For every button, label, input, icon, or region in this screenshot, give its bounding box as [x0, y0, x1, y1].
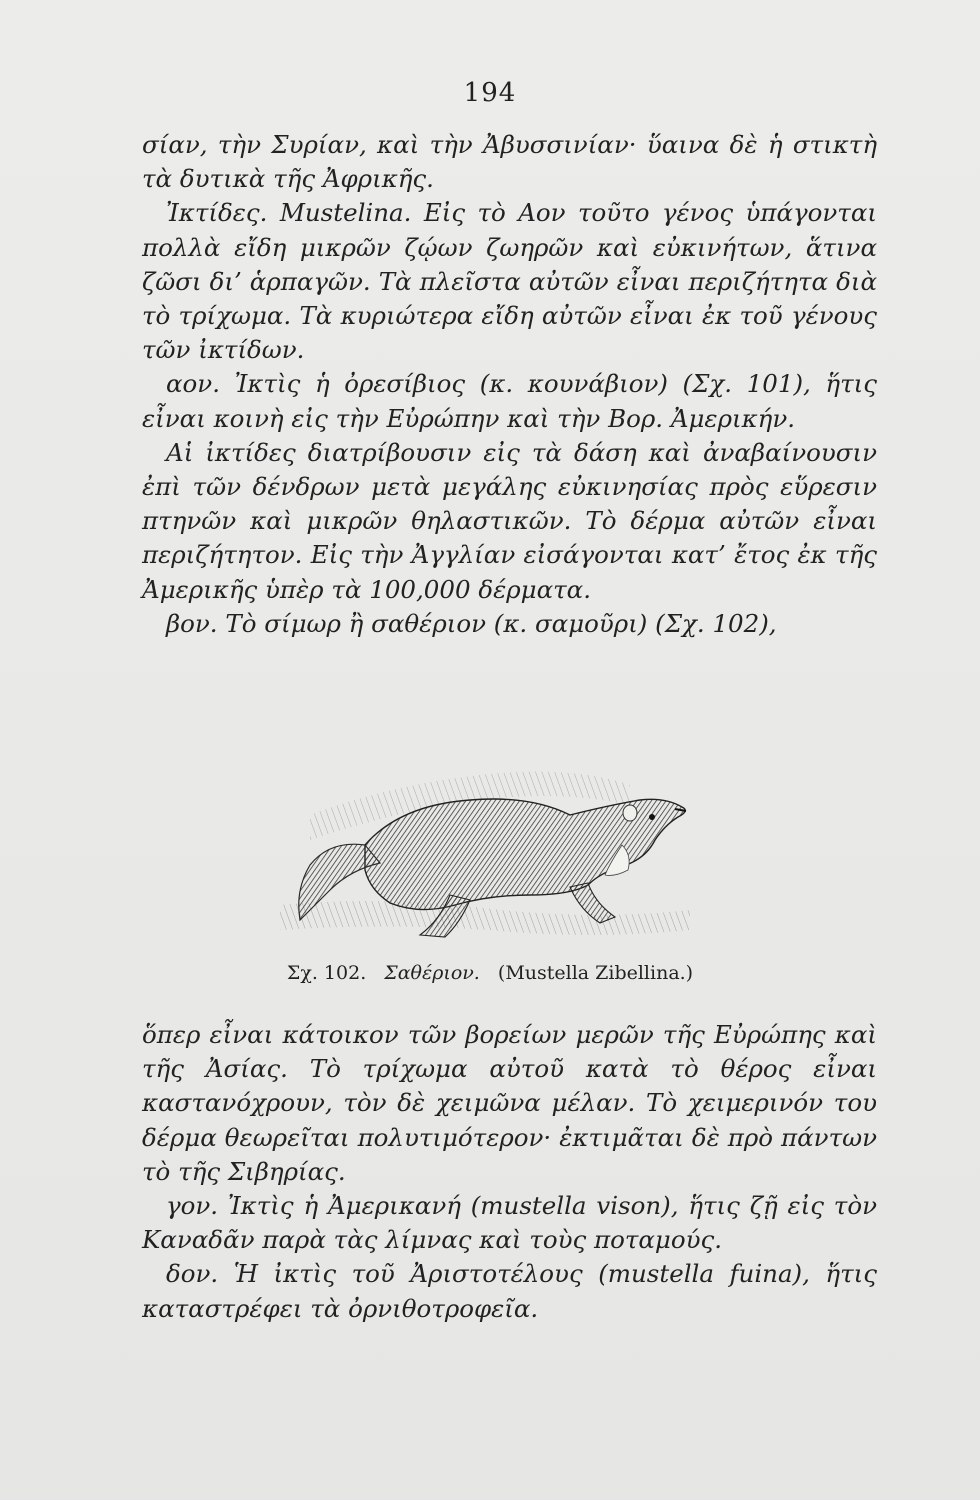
paragraph: ὅπερ εἶναι κάτοικον τῶν βορείων μερῶν τῆς Εὐρώπης καὶ τῆς Ἀσίας. Τὸ τρίχωμα αὐτοῦ κατὰ τὸ θέρος εἶναι καστανόχρουν, τὸν δὲ χειμῶνα μέλαν. Τὸ χειμερινόν του δέρμα θεωρεῖται πολυτιμότερον· ἐκτιμᾶται δὲ πρὸ πάντων τὸ τῆς Σιβηρίας. — [142, 1020, 877, 1186]
paragraph: γον. Ἰκτὶς ἡ Ἀμερικανή (mustella vison), ἥτις ζῇ εἰς τὸν Καναδᾶν παρὰ τὰς λίμνας καὶ τοὺς ποταμούς. — [142, 1191, 877, 1255]
figure-caption — [0, 962, 980, 984]
page-number: 194 — [463, 78, 517, 108]
top-text-block — [142, 128, 877, 641]
figure-label: Σχ. 102. — [286, 962, 367, 984]
paragraph: σίαν, τὴν Συρίαν, καὶ τὴν Ἀβυσσινίαν· ὕαινα δὲ ἡ στικτὴ τὰ δυτικὰ τῆς Ἀφρικῆς. — [142, 130, 877, 194]
bottom-text-block — [142, 1018, 877, 1326]
sable-engraving — [270, 745, 710, 955]
paragraph: βον. Τὸ σίμωρ ἢ σαθέριον (κ. σαμοῦρι) (Σχ. 102), — [166, 608, 777, 638]
figure-latin-name: (Mustella Zibellina.) — [497, 962, 694, 984]
figure-name: Σαθέριον. — [384, 962, 480, 984]
paragraph: αον. Ἰκτὶς ἡ ὀρεσίβιος (κ. κουνάβιον) (Σχ. 101), ἥτις εἶναι κοινὴ εἰς τὴν Εὐρώπην καὶ τὴν Βορ. Ἀμερικήν. — [142, 369, 877, 433]
paragraph: Αἱ ἰκτίδες διατρίβουσιν εἰς τὰ δάση καὶ ἀναβαίνουσιν ἐπὶ τῶν δένδρων μετὰ μεγάλης εὐκινησίας πρὸς εὕρεσιν πτηνῶν καὶ μικρῶν θηλαστικῶν. Τὸ δέρμα αὐτῶν εἶναι περιζήτητον. Εἰς τὴν Ἀγγλίαν εἰσάγονται κατ’ ἔτος ἐκ τῆς Ἀμερικῆς ὑπὲρ τὰ 100,000 δέρματα. — [142, 437, 877, 604]
paragraph: δον. Ἡ ἰκτὶς τοῦ Ἀριστοτέλους (mustella fuina), ἥτις καταστρέφει τὰ ὀρνιθοτροφεῖα. — [142, 1259, 877, 1323]
paragraph: Ἰκτίδες. Mustelina. Εἰς τὸ Αον τοῦτο γένος ὑπάγονται πολλὰ εἴδη μικρῶν ζῴων ζωηρῶν καὶ εὐκινήτων, ἅτινα ζῶσι δι’ ἁρπαγῶν. Τὰ πλεῖστα αὐτῶν εἶναι περιζήτητα διὰ τὸ τρίχωμα. Τὰ κυριώτερα εἴδη αὐτῶν εἶναι ἐκ τοῦ γένους τῶν ἰκτίδων. — [142, 198, 877, 365]
